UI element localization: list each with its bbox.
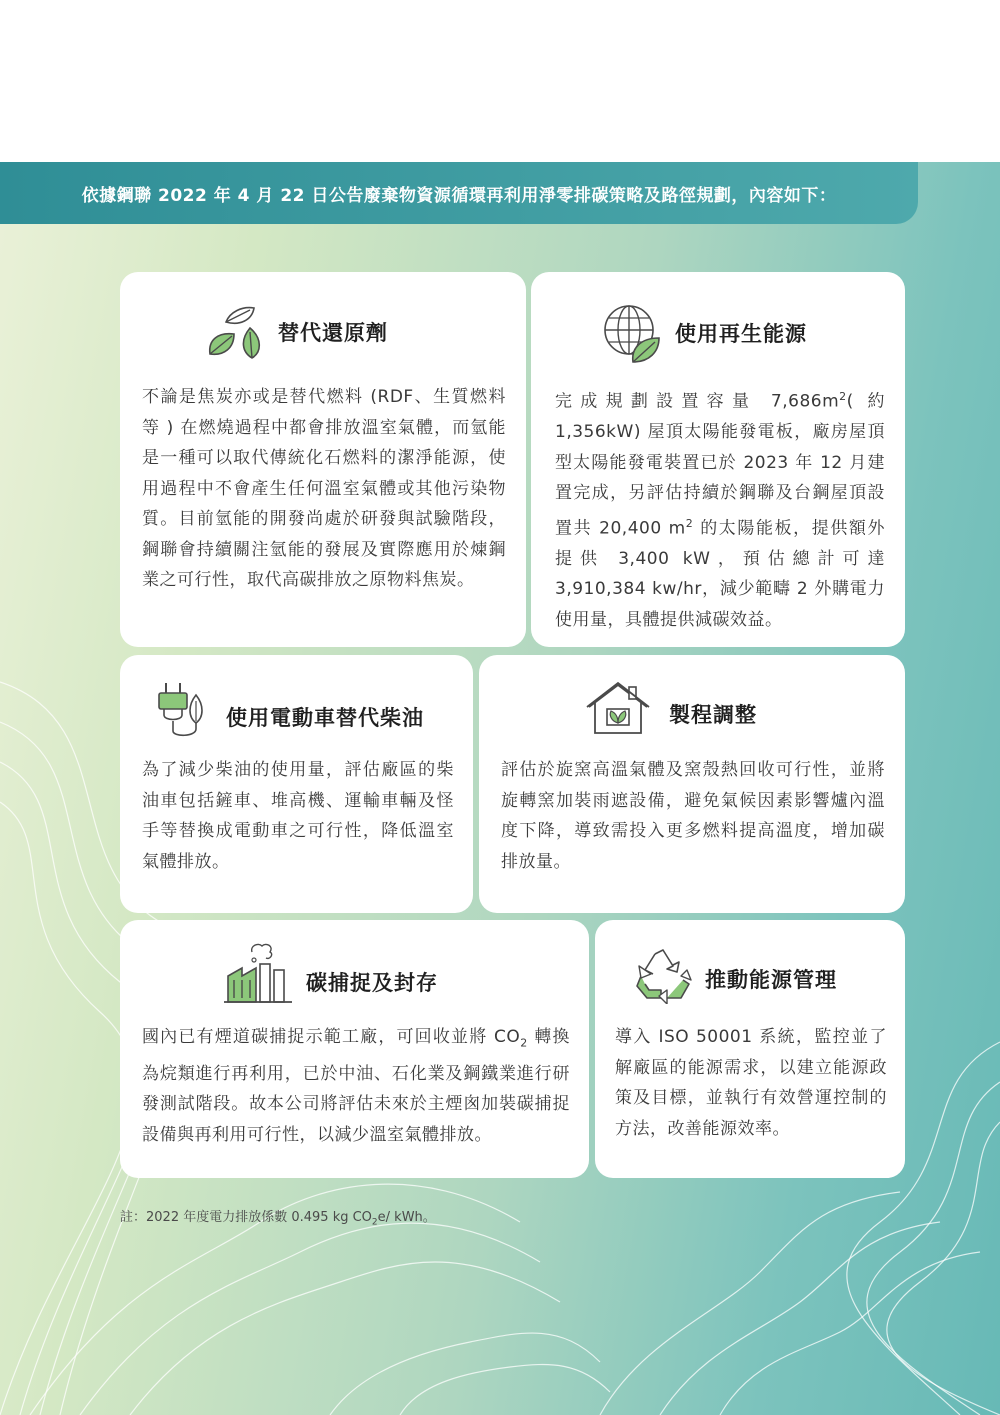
card-body-part: 完成規劃設置容量 7,686m xyxy=(555,391,840,412)
footnote-part: 註：2022 年度電力排放係數 0.495 kg CO xyxy=(120,1210,372,1225)
globe-leaf-icon xyxy=(599,300,665,366)
card-body: 評估於旋窯高溫氣體及窯殼熱回收可行性，並將旋轉窯加裝雨遮設備，避免氣候因素影響爐內溫度下降，導致需投入更多燃料提高溫度，增加碳排放量。 xyxy=(501,760,885,872)
card-title: 製程調整 xyxy=(669,703,757,727)
card-title: 使用電動車替代柴油 xyxy=(226,706,424,730)
card-energy-management xyxy=(595,920,905,1178)
footnote xyxy=(120,1206,436,1228)
card-title: 推動能源管理 xyxy=(705,968,837,992)
card-body xyxy=(555,382,885,635)
card-body-part: 的太陽能板，提供額外提供 3,400 kW，預估總計可達 3,910,384 kw/hr，減少範疇 2 外購電力使用量，具體提供減碳效益。 xyxy=(555,518,886,630)
card-process-adjustment xyxy=(479,655,905,913)
superscript: 2 xyxy=(685,516,694,530)
plug-leaf-icon xyxy=(156,679,216,741)
card-electric-vehicles xyxy=(120,655,473,913)
card-body-part: ( 約 1,356kW) 屋頂太陽能發電板，廠房屋頂型太陽能發電裝置已於 2023 年 12 月建置完成，另評估持續於鋼聯及台鋼屋頂設置共 20,400 m xyxy=(555,391,885,539)
header-banner xyxy=(0,162,918,224)
card-renewable-energy xyxy=(531,272,905,647)
card-body: 為了減少柴油的使用量，評估廠區的柴油車包括鏟車、堆高機、運輸車輛及怪手等替換成電動車之可行性，降低溫室氣體排放。 xyxy=(142,760,454,872)
superscript: 2 xyxy=(839,390,847,403)
card-body-part: 國內已有煙道碳捕捉示範工廠，可回收並將 CO xyxy=(142,1027,521,1047)
card-carbon-capture xyxy=(120,920,589,1178)
card-body: 導入 ISO 50001 系統，監控並了解廠區的能源需求，以建立能源政策及目標，並執行有效營運控制的方法，改善能源效率。 xyxy=(615,1027,887,1139)
card-title: 使用再生能源 xyxy=(675,322,807,346)
card-body-part: 轉換為烷類進行再利用，已於中油、石化業及鋼鐵業進行研發測試階段。故本公司將評估未來於主煙囪加裝碳捕捉設備與再利用可行性，以減少溫室氣體排放。 xyxy=(142,1027,570,1145)
leaves-icon xyxy=(204,302,268,362)
card-body xyxy=(142,1022,570,1150)
house-leaf-icon xyxy=(585,679,651,739)
subscript: 2 xyxy=(371,1217,378,1228)
footnote-part: e/ kWh。 xyxy=(377,1210,436,1225)
subscript: 2 xyxy=(520,1036,528,1050)
recycle-icon xyxy=(633,946,695,1004)
card-body: 不論是焦炭亦或是替代燃料 (RDF、生質燃料等 ) 在燃燒過程中都會排放溫室氣體，而氫能是一種可以取代傳統化石燃料的潔淨能源，使用過程中不會產生任何溫室氣體或其他污染物質。目前氫能的開發尚處於研發與試驗階段，鋼聯會持續關注氫能的發展及實際應用於煉鋼業之可行性，取代高碳排放之原物料焦炭。 xyxy=(142,387,506,590)
card-title: 碳捕捉及封存 xyxy=(306,971,438,995)
card-alternative-reductant xyxy=(120,272,526,647)
banner-text: 依據鋼聯 2022 年 4 月 22 日公告廢棄物資源循環再利用淨零排碳策略及路徑規劃，內容如下： xyxy=(81,185,837,206)
factory-icon xyxy=(224,940,296,1006)
card-title: 替代還原劑 xyxy=(278,321,388,345)
